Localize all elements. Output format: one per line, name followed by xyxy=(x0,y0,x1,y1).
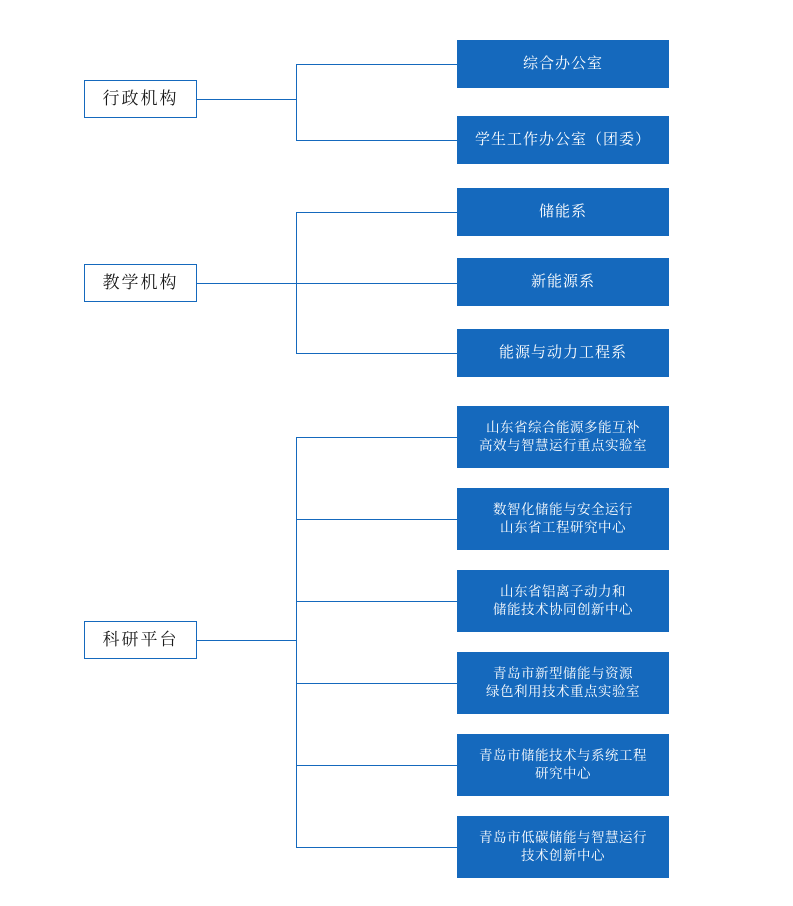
node-label-line-2: 高效与智慧运行重点实验室 xyxy=(479,438,647,453)
node-label: 能源与动力工程系 xyxy=(498,344,627,361)
node-research-child-2[interactable] xyxy=(457,488,669,550)
connector-teach-parent-stem xyxy=(197,283,296,284)
connector-teach-branch-3 xyxy=(296,353,457,354)
node-admin-child-2[interactable] xyxy=(457,116,669,164)
connector-research-branch-6 xyxy=(296,847,457,848)
connector-research-branch-5 xyxy=(296,765,457,766)
connector-admin-branch-1 xyxy=(296,64,457,65)
node-research-child-3[interactable] xyxy=(457,570,669,632)
node-label-line-2: 储能技术协同创新中心 xyxy=(493,602,633,617)
node-administrative-parent[interactable] xyxy=(84,80,197,118)
node-label-line-2: 绿色利用技术重点实验室 xyxy=(486,684,640,699)
connector-teach-branch-1 xyxy=(296,212,457,213)
connector-research-branch-1 xyxy=(296,437,457,438)
connector-admin-parent-stem xyxy=(197,99,296,100)
node-research-child-6[interactable] xyxy=(457,816,669,878)
node-label: 教学机构 xyxy=(102,272,179,292)
node-label: 行政机构 xyxy=(102,88,179,108)
node-teach-child-1[interactable] xyxy=(457,188,669,236)
node-label-line-1: 数智化储能与安全运行 xyxy=(493,501,633,517)
node-research-child-4[interactable] xyxy=(457,652,669,714)
node-label-line-2: 山东省工程研究中心 xyxy=(500,520,626,535)
connector-research-branch-4 xyxy=(296,683,457,684)
connector-admin-branch-2 xyxy=(296,140,457,141)
node-label: 科研平台 xyxy=(102,629,179,649)
connector-research-branch-2 xyxy=(296,519,457,520)
connector-research-parent-stem xyxy=(197,640,296,641)
node-label-line-1: 山东省铝离子动力和 xyxy=(500,583,626,599)
node-label-line-1: 山东省综合能源多能互补 xyxy=(486,419,640,435)
node-label-line-2: 研究中心 xyxy=(535,766,591,781)
node-teaching-parent[interactable] xyxy=(84,264,197,302)
connector-teach-branch-2 xyxy=(296,283,457,284)
node-label-line-1: 青岛市低碳储能与智慧运行 xyxy=(479,829,647,845)
node-teach-child-2[interactable] xyxy=(457,258,669,306)
node-label: 储能系 xyxy=(538,203,587,220)
node-research-child-5[interactable] xyxy=(457,734,669,796)
node-label: 学生工作办公室（团委） xyxy=(474,131,651,148)
node-label: 新能源系 xyxy=(530,273,595,290)
connector-admin-trunk xyxy=(296,64,297,140)
node-teach-child-3[interactable] xyxy=(457,329,669,377)
node-label-line-1: 青岛市储能技术与系统工程 xyxy=(479,747,647,763)
connector-research-branch-3 xyxy=(296,601,457,602)
node-label-line-2: 技术创新中心 xyxy=(521,848,605,863)
node-research-child-1[interactable] xyxy=(457,406,669,468)
connector-research-trunk xyxy=(296,437,297,847)
node-admin-child-1[interactable] xyxy=(457,40,669,88)
node-label-line-1: 青岛市新型储能与资源 xyxy=(493,665,633,681)
node-research-parent[interactable] xyxy=(84,621,197,659)
node-label: 综合办公室 xyxy=(522,55,603,72)
